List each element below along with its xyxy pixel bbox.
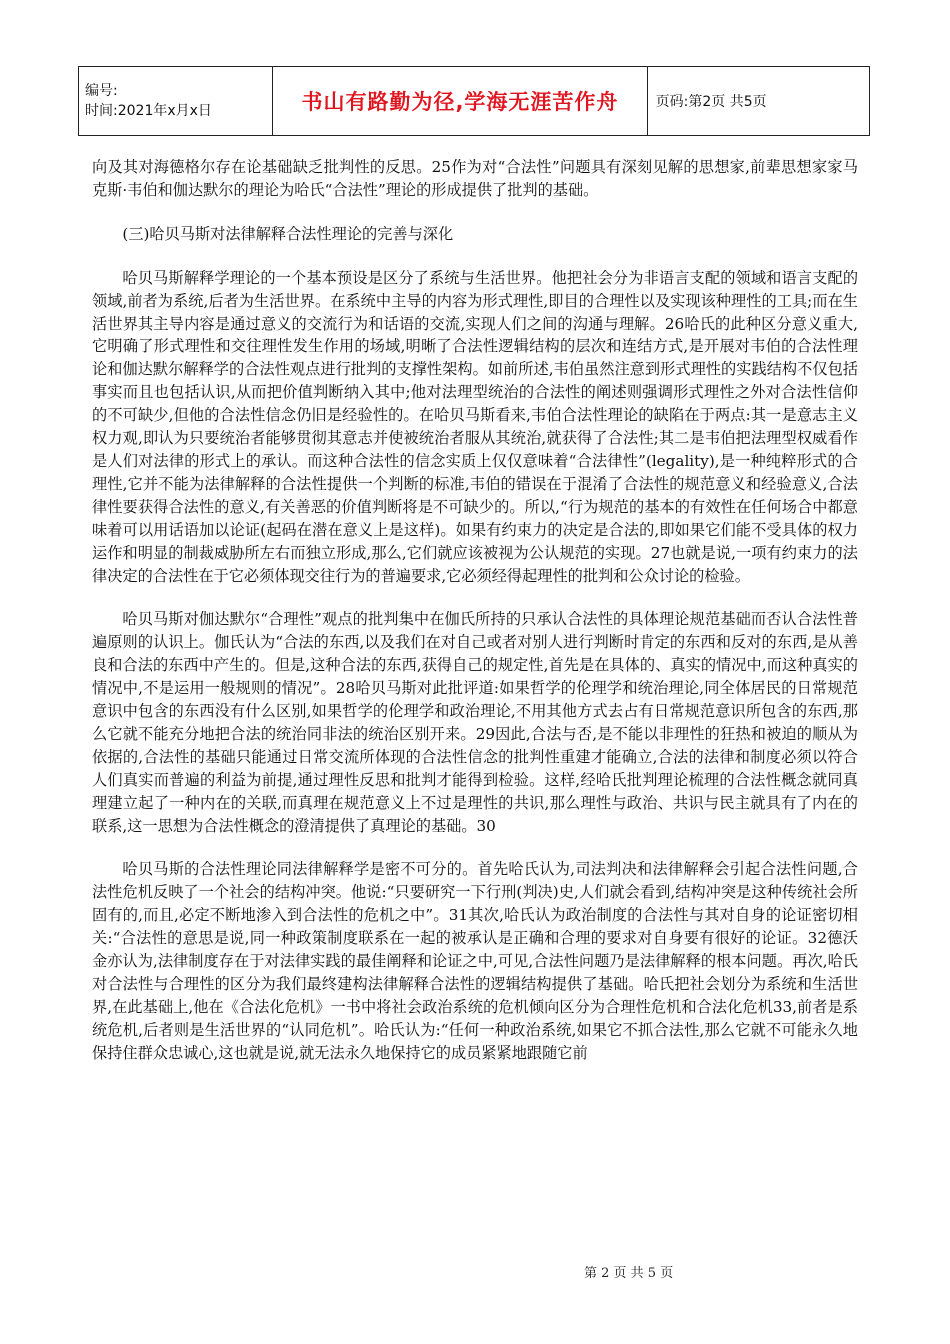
section-heading: (三)哈贝马斯对法律解释合法性理论的完善与深化: [122, 224, 454, 243]
document-time-label: 时间:2021年x月x日: [85, 103, 212, 119]
header-motto: 书山有路勤为径,学海无涯苦作舟: [301, 90, 619, 114]
paragraph-continued: 向及其对海德格尔存在论基础缺乏批判性的反思。25作为对“合法性”问题具有深刻见解的思想家,前辈思想家家马克斯·韦伯和伽达默尔的理论为哈氏“合法性”理论的形成提供了批判的基础。: [92, 158, 858, 199]
page-header: [78, 66, 870, 136]
header-motto-cell: [273, 67, 647, 136]
header-page-cell: [647, 67, 869, 136]
document-number-label: 编号:: [85, 83, 118, 99]
paragraph-gadamer-critique: 哈贝马斯对伽达默尔“合理性”观点的批判集中在伽氏所持的只承认合法性的具体理论规范基础而否认合法性普遍原则的认识上。伽氏认为“合法的东西,以及我们在对自己或者对别人进行判断时肯定的东西和反对的东西,是从善良和合法的东西中产生的。但是,这种合法的东西,获得自己的规定性,首先是在具体的、真实的情况中,而这种真实的情况中,不是运用一般规则的情况”。28哈贝马斯对此批评道:如果哲学的伦理学和统治理论,同全体居民的日常规范意识中包含的东西没有什么区别,如果哲学的伦理学和政治理论,不用其他方式去占有日常规范意识所包含的东西,那么它就不能充分地把合法的统治同非法的统治区别开来。29因此,合法与否,是不能以非理性的狂热和被迫的顺从为依据的,合法性的基础只能通过日常交流所体现的合法性信念的批判性重建才能确立,合法的法律和制度必须以符合人们真实而普遍的利益为前提,通过理性反思和批判才能得到检验。这样,经哈氏批判理论梳理的合法性概念就同真理建立起了一种内在的关联,而真理在规范意义上不过是理性的共识,那么理性与政治、共识与民主就具有了内在的联系,这一思想为合法性概念的澄清提供了真理论的基础。30: [92, 610, 858, 835]
document-body: [92, 156, 858, 1086]
paragraph-system-lifeworld: 哈贝马斯解释学理论的一个基本预设是区分了系统与生活世界。他把社会分为非语言支配的领域和语言支配的领域,前者为系统,后者为生活世界。在系统中主导的内容为形式理性,即目的合理性以及实现该种理性的工具;而在生活世界其主导内容是通过意义的交流行为和话语的交流,实现人们之间的沟通与理解。26哈氏的此种区分意义重大,它明确了形式理性和交往理性发生作用的场域,明晰了合法性逻辑结构的层次和连结方式,是开展对韦伯的合法性理论和伽达默尔解释学的合法性观点进行批判的支撑性架构。如前所述,韦伯虽然注意到形式理性的实践结构不仅包括事实而且也包括认识,从而把价值判断纳入其中;他对法理型统治的合法性的阐述则强调形式理性之外对合法性信仰的不可缺少,但他的合法性信念仍旧是经验性的。在哈贝马斯看来,韦伯合法性理论的缺陷在于两点:其一是意志主义权力观,即认为只要统治者能够贯彻其意志并使被统治者服从其统治,就获得了合法性;其二是韦伯把法理型权威看作是人们对法律的形式上的承认。而这种合法性的信念实质上仅仅意味着“合法律性”(legality),是一种纯粹形式的合理性,它并不能为法律解释的合法性提供一个判断的标准,韦伯的错误在于混淆了合法性的规范意义和经验意义,合法律性要获得合法性的意义,有关善恶的价值判断将是不可缺少的。所以,“行为规范的基本的有效性在任何场合中都意味着可以用话语加以论证(起码在潜在意义上是这样)。如果有约束力的决定是合法的,即如果它们能不受具体的权力运作和明显的制裁威胁所左右而独立形成,那么,它们就应该被视为公认规范的实现。27也就是说,一项有约束力的法律决定的合法性在于它必须体现交往行为的普遍要求,它必须经得起理性的批判和公众讨论的检验。: [92, 268, 858, 585]
paragraph-legitimacy-hermeneutics: 哈贝马斯的合法性理论同法律解释学是密不可分的。首先哈氏认为,司法判决和法律解释会引起合法性问题,合法性危机反映了一个社会的结构冲突。他说:“只要研究一下行刑(判决)史,人们就会看到,结构冲突是这种传统社会所固有的,而且,必定不断地渗入到合法性的危机之中”。31其次,哈氏认为政治制度的合法性与其对自身的论证密切相关:“合法性的意思是说,同一种政策制度联系在一起的被承认是正确和合理的要求对自身要有很好的论证。32德沃金亦认为,法律制度存在于对法律实践的最佳阐释和论证之中,可见,合法性问题乃是法律解释的根本问题。再次,哈氏对合法性与合理性的区分为我们最终建构法律解释合法性的逻辑结构提供了基础。哈氏把社会划分为系统和生活世界,在此基础上,他在《合法化危机》一书中将社会政治系统的危机倾向区分为合理性危机和合法化危机33,前者是系统危机,后者则是生活世界的“认同危机”。哈氏认为:“任何一种政治系统,如果它不抓合法性,那么它就不可能永久地保持住群众忠诚心,这也就是说,就无法永久地保持它的成员紧紧地跟随它前: [92, 860, 858, 1062]
footer-page-number: 第 2 页 共 5 页: [584, 1266, 674, 1281]
header-meta-cell: [79, 67, 273, 136]
header-page-code: 页码:第2页 共5页: [655, 94, 767, 110]
